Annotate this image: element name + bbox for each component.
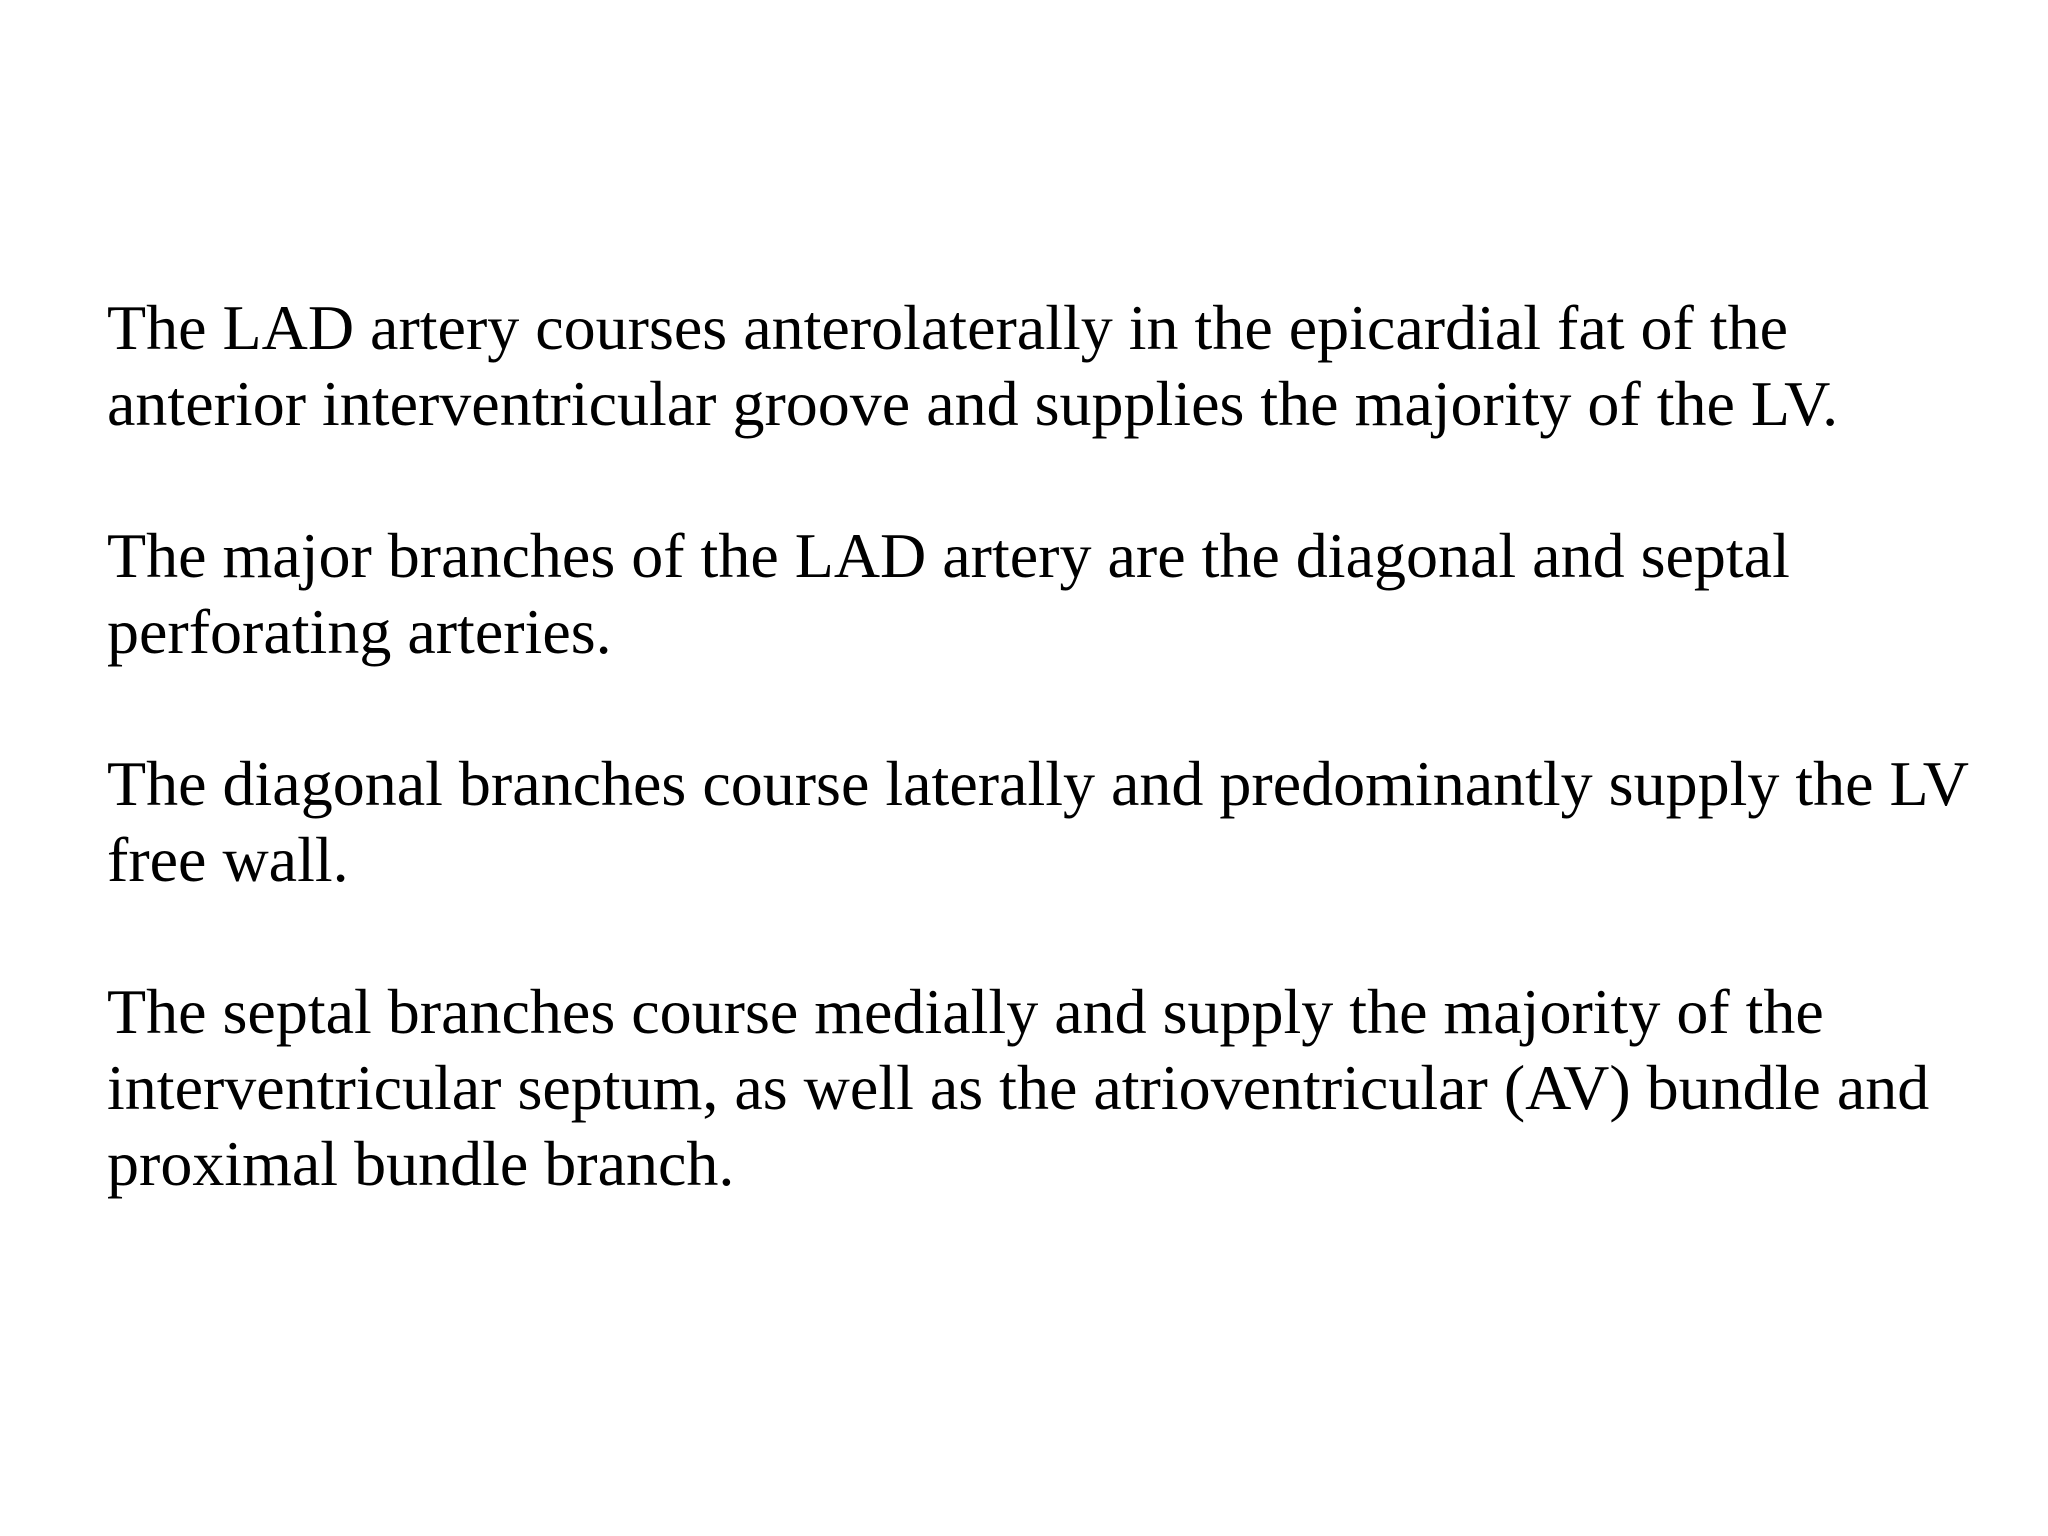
text-line: The major branches of the LAD artery are the diagonal and septal xyxy=(107,520,1790,591)
paragraph-septal-branches xyxy=(107,974,2007,1202)
text-line: The diagonal branches course laterally and predominantly supply the LV xyxy=(107,748,1969,819)
text-line: anterior interventricular groove and supplies the majority of the LV. xyxy=(107,368,1839,439)
paragraph-lad-course xyxy=(107,290,2007,442)
paragraph-major-branches xyxy=(107,518,2007,670)
text-line: free wall. xyxy=(107,824,349,895)
slide-body xyxy=(107,290,2007,1278)
text-line: interventricular septum, as well as the atrioventricular (AV) bundle and xyxy=(107,1052,1930,1123)
text-line: perforating arteries. xyxy=(107,596,612,667)
text-line: The LAD artery courses anterolaterally in the epicardial fat of the xyxy=(107,292,1788,363)
paragraph-diagonal-branches xyxy=(107,746,2007,898)
text-line: The septal branches course medially and supply the majority of the xyxy=(107,976,1824,1047)
text-line: proximal bundle branch. xyxy=(107,1128,735,1199)
